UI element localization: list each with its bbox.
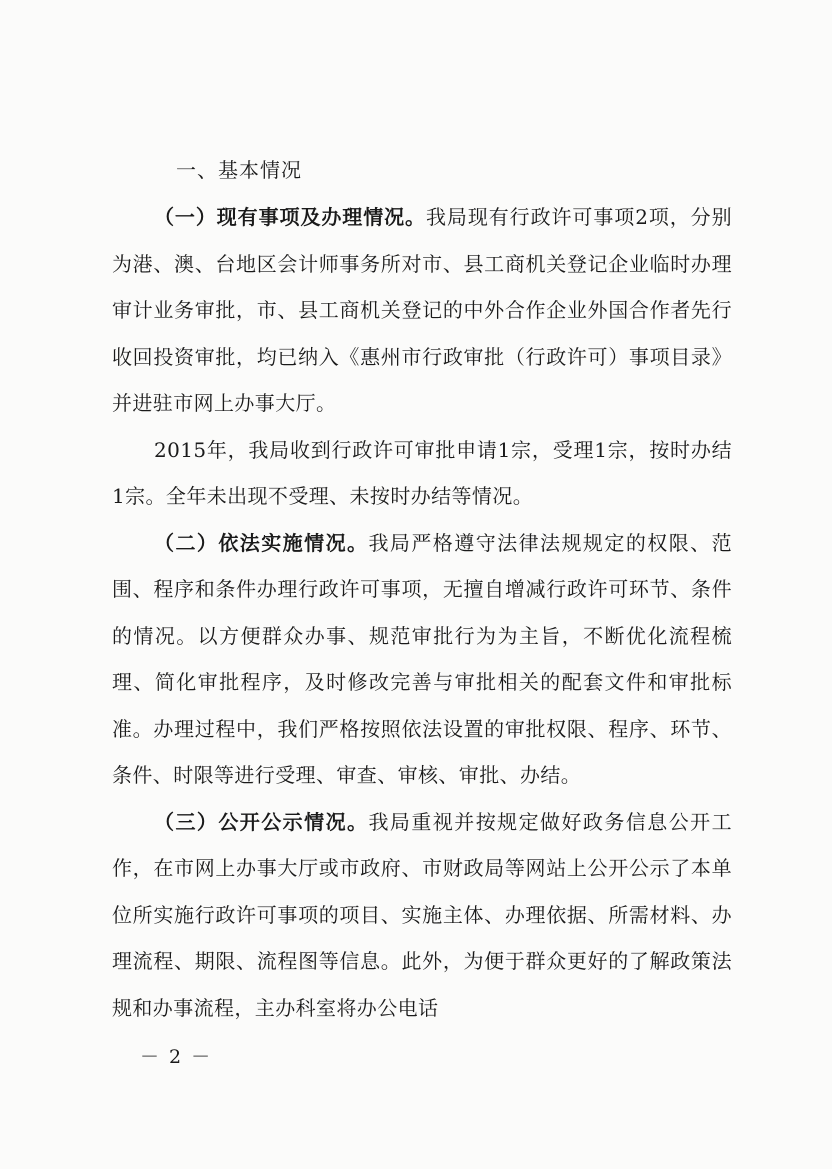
paragraph-existing-items: [112, 194, 732, 427]
paragraph-lawful-implementation: [112, 520, 732, 799]
paragraph-2015-statistics: [112, 427, 732, 520]
paragraph-public-disclosure: [112, 799, 732, 1032]
paragraph-lead: （三）公开公示情况。: [154, 809, 369, 834]
paragraph-text: 2015年，我局收到行政许可审批申请1宗，受理1宗，按时办结1宗。全年未出现不受理、未按时办结等情况。: [112, 437, 732, 508]
page-number: － 2 －: [140, 1046, 213, 1068]
document-body: [112, 152, 732, 1031]
paragraph-text: 我局现有行政许可事项2项，分别为港、澳、台地区会计师事务所对市、县工商机关登记企业临时办理审计业务审批，市、县工商机关登记的中外合作企业外国合作者先行收回投资审批，均已纳入《惠州市行政审批（行政许可）事项目录》并进驻市网上办事大厅。: [112, 205, 733, 415]
paragraph-lead: （二）依法实施情况。: [154, 530, 369, 555]
paragraph-text: 我局严格遵守法律法规规定的权限、范围、程序和条件办理行政许可事项，无擅自增减行政许可环节、条件的情况。以方便群众办事、规范审批行为为主旨，不断优化流程梳理、简化审批程序，及时修改完善与审批相关的配套文件和审批标准。办理过程中，我们严格按照依法设置的审批权限、程序、环节、条件、时限等进行受理、审查、审核、审批、办结。: [112, 530, 732, 787]
paragraph-lead: （一）现有事项及办理情况。: [154, 205, 426, 229]
section-heading: 一、基本情况: [176, 158, 302, 182]
paragraph-text: 我局重视并按规定做好政务信息公开工作，在市网上办事大厅或市政府、市财政局等网站上公开公示了本单位所实施行政许可事项的项目、实施主体、办理依据、所需材料、办理流程、期限、流程图等信息。此外，为便于群众更好的了解政策法规和办事流程，主办科室将办公电话: [112, 809, 732, 1020]
